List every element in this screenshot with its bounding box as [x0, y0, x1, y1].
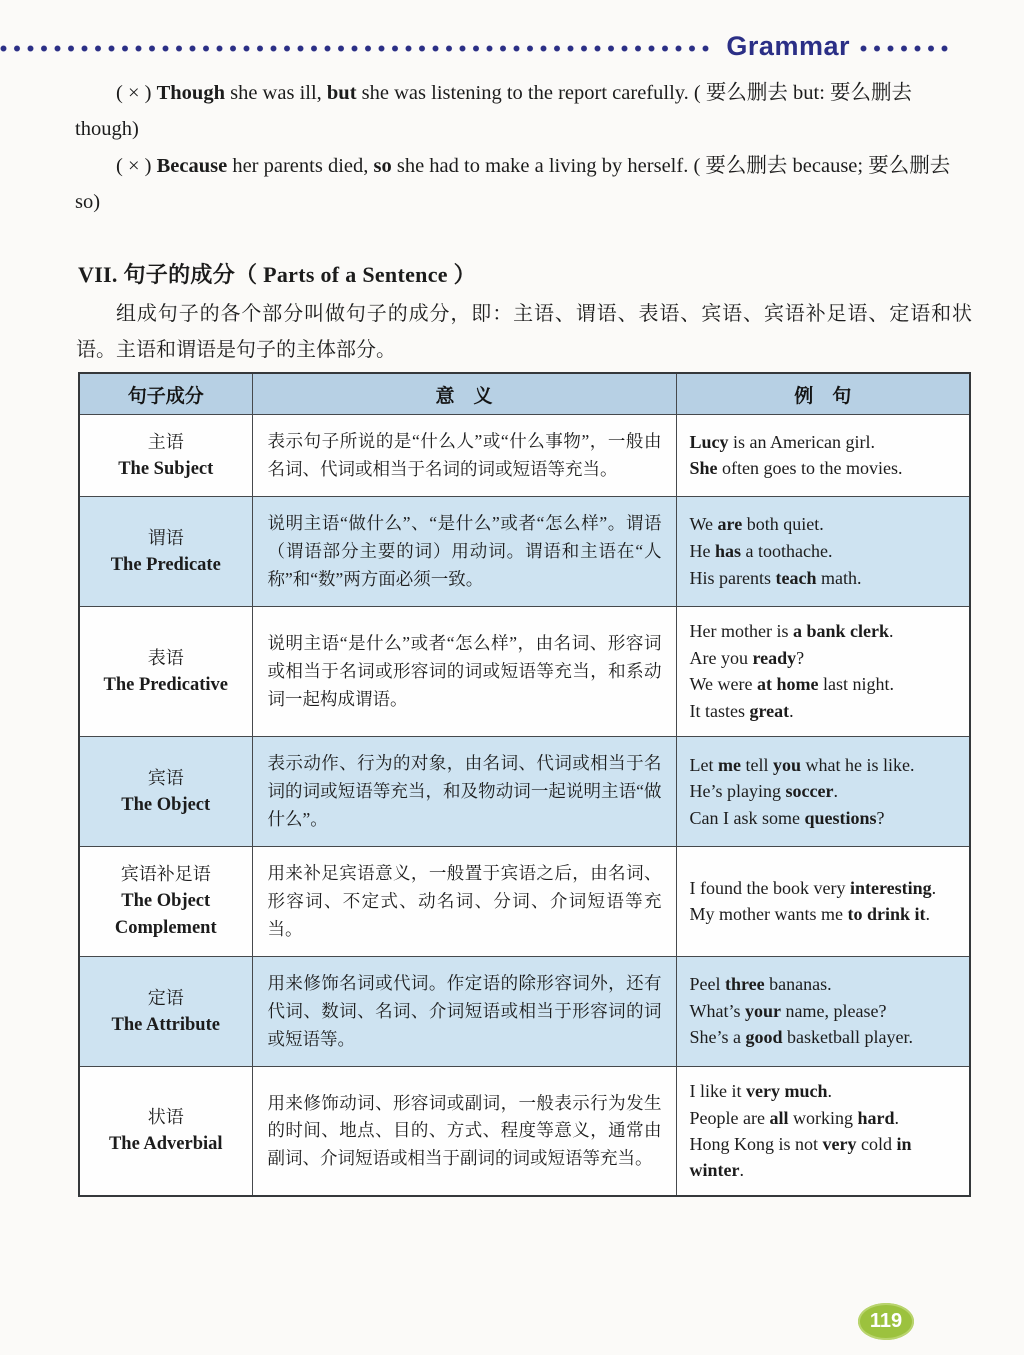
part-name-en: The Object Complement — [114, 891, 217, 939]
meaning-cell: 说明主语“是什么”或者“怎么样”，由名词、形容词或相当于名词或形容词的词或短语等充当，和系动词一起构成谓语。 — [252, 607, 676, 737]
meaning-cell: 用来修饰动词、形容词或副词，一般表示行为发生的时间、地点、目的、方式、程度等意义，通常由副词、介词短语或相当于副词的词或短语等充当。 — [252, 1067, 676, 1197]
part-name-cn: 谓语 — [147, 527, 184, 548]
part-name-cn: 状语 — [147, 1107, 184, 1128]
part-name-cn: 宾语补足语 — [120, 864, 211, 885]
error-example-because-so: ( × ) Because her parents died, so she had to make a living by herself. ( 要么删去 because; 要么删去 so) — [75, 155, 951, 213]
table-row — [79, 607, 970, 737]
meaning-cell: 表示句子所说的是“什么人”或“什么事物”，一般由名词、代词或相当于名词的词或短语等充当。 — [252, 415, 676, 497]
dotted-rule-left — [0, 45, 714, 52]
part-cell — [79, 847, 252, 957]
part-cell — [79, 497, 252, 607]
part-name-en: The Adverbial — [108, 1134, 223, 1155]
dotted-rule-right — [860, 45, 948, 52]
part-name-en: The Attribute — [111, 1014, 220, 1035]
error-example-though-but: ( × ) Though she was ill, but she was listening to the report carefully. ( 要么删去 but: 要么删去 though) — [75, 82, 913, 140]
part-name-en: The Object — [121, 794, 211, 815]
parts-of-sentence-table — [78, 372, 971, 1197]
examples-cell: Her mother is a bank clerk. Are you ready? We were at home last night. It tastes great. — [676, 607, 970, 737]
meaning-cell: 用来补足宾语意义，一般置于宾语之后，由名词、形容词、不定式、动名词、分词、介词短语等充当。 — [252, 847, 676, 957]
examples-cell: We are both quiet. He has a toothache. His parents teach math. — [676, 497, 970, 607]
part-name-en: The Predicate — [110, 554, 221, 575]
column-header-part: 句子成分 — [79, 373, 252, 415]
table-row — [79, 957, 970, 1067]
examples-cell: I found the book very interesting. My mother wants me to drink it. — [676, 847, 970, 957]
table-row — [79, 847, 970, 957]
table-row — [79, 497, 970, 607]
grammar-header-bar — [0, 30, 1024, 66]
examples-cell: Peel three bananas. What’s your name, please? She’s a good basketball player. — [676, 957, 970, 1067]
section-title: VII. 句子的成分（ Parts of a Sentence ） — [78, 262, 476, 287]
part-cell — [79, 737, 252, 847]
examples-cell: Let me tell you what he is like. He’s playing soccer. Can I ask some questions? — [676, 737, 970, 847]
table-header-row — [79, 373, 970, 415]
meaning-cell: 表示动作、行为的对象，由名词、代词或相当于名词的词或短语等充当，和及物动词一起说明主语“做什么”。 — [252, 737, 676, 847]
part-name-cn: 定语 — [147, 987, 184, 1008]
column-header-examples: 例 句 — [676, 373, 970, 415]
examples-cell: I like it very much. People are all working hard. Hong Kong is not very cold in winter. — [676, 1067, 970, 1197]
column-header-meaning: 意 义 — [252, 373, 676, 415]
part-name-cn: 表语 — [147, 647, 184, 668]
part-cell — [79, 607, 252, 737]
table-row — [79, 737, 970, 847]
page-number: 119 — [869, 1310, 903, 1332]
error-examples-block — [75, 76, 972, 223]
part-name-en: The Subject — [118, 458, 214, 479]
examples-cell: Lucy is an American girl. She often goes to the movies. — [676, 415, 970, 497]
part-name-cn: 宾语 — [147, 767, 184, 788]
meaning-cell: 说明主语“做什么”、“是什么”或者“怎么样”。谓语（谓语部分主要的词）用动词。谓语和主语在“人称”和“数”两方面必须一致。 — [252, 497, 676, 607]
part-cell — [79, 415, 252, 497]
meaning-cell: 用来修饰名词或代词。作定语的除形容词外，还有代词、数词、名词、介词短语或相当于形容词的词或短语等。 — [252, 957, 676, 1067]
part-name-cn: 主语 — [147, 431, 184, 452]
part-cell — [79, 1067, 252, 1197]
part-cell — [79, 957, 252, 1067]
grammar-section-label: Grammar — [726, 30, 850, 61]
table-row — [79, 415, 970, 497]
part-name-en: The Predicative — [103, 674, 228, 695]
section-intro-paragraph: 组成句子的各个部分叫做句子的成分，即：主语、谓语、表语、宾语、宾语补足语、定语和状语。主语和谓语是句子的主体部分。 — [76, 303, 972, 361]
table-row — [79, 1067, 970, 1197]
page-number-badge — [858, 1303, 914, 1340]
